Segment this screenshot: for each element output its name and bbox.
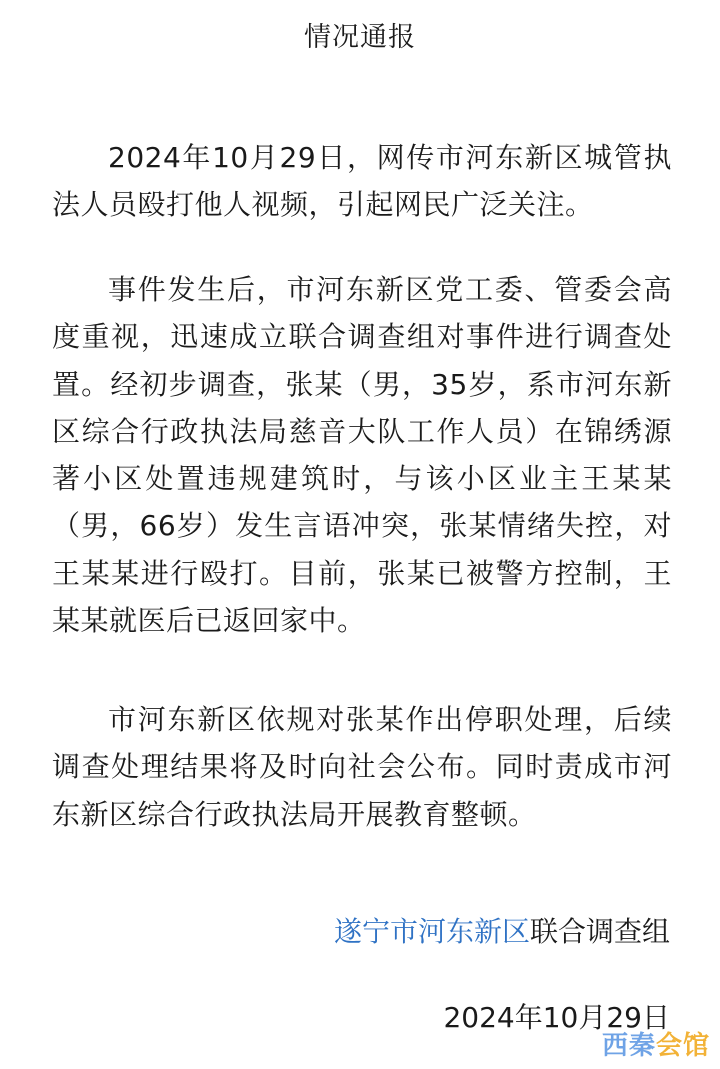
document-title: 情况通报 [304, 22, 416, 53]
watermark-logo [602, 1031, 710, 1061]
paragraph-2: 事件发生后，市河东新区党工委、管委会高度重视，迅速成立联合调查组对事件进行调查处置。经初步调查，张某（男，35岁，系市河东新区综合行政执法局慈音大队工作人员）在锦绣源著小区处置违规建筑时，与该小区业主王某某（男，66岁）发生言语冲突，张某情绪失控，对王某某进行殴打。目前，张某已被警方控制，王某某就医后已返回家中。 [52, 273, 672, 638]
paragraph-1: 2024年10月29日，网传市河东新区城管执法人员殴打他人视频，引起网民广泛关注。 [52, 141, 672, 222]
signature-org: 联合调查组 [529, 915, 670, 948]
watermark-part-1: 西秦 [601, 1031, 656, 1061]
watermark-part-2: 会馆 [655, 1031, 710, 1061]
paragraph-3: 市河东新区依规对张某作出停职处理，后续调查处理结果将及时向社会公布。同时责成市河东新区综合行政执法局开展教育整顿。 [52, 703, 672, 831]
signature-date: 2024年10月29日 [443, 1001, 670, 1034]
signature [334, 910, 670, 954]
signature-link[interactable]: 遂宁市河东新区 [333, 915, 530, 948]
